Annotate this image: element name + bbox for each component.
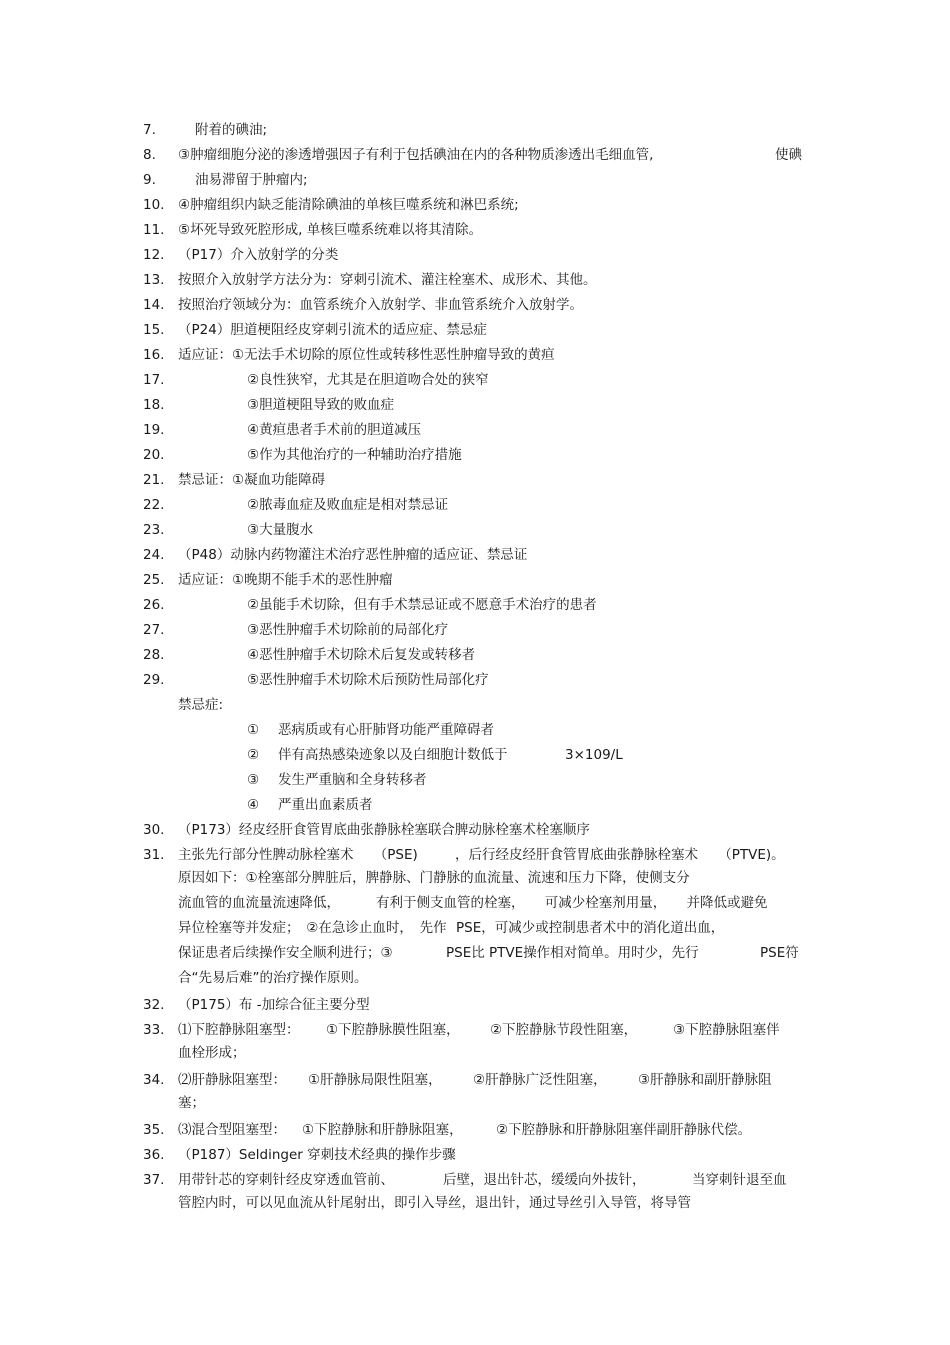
line-number: 24. — [143, 547, 165, 563]
line-number: 8. — [143, 147, 156, 163]
line-number: 17. — [143, 372, 165, 388]
circled-number: ④ — [247, 797, 260, 813]
circled-number: ② — [247, 747, 260, 763]
line-number: 15. — [143, 322, 165, 338]
line-text: ②肝静脉广泛性阻塞， — [473, 1072, 607, 1088]
item-text: 严重出血素质者 — [278, 797, 373, 813]
line-text: 附着的碘油; — [195, 122, 268, 138]
line-text: 油易滞留于肿瘤内; — [195, 172, 308, 188]
line-text: PSE比 PTVE操作相对简单。用时少，先行 — [446, 945, 699, 961]
line-text: ⑤坏死导致死腔形成, 单核巨噬系统难以将其清除。 — [178, 222, 483, 238]
line-number: 37. — [143, 1172, 165, 1188]
line-text: （P24）胆道梗阻经皮穿刺引流术的适应症、禁忌症 — [178, 322, 487, 338]
line-tail: 使碘 — [775, 147, 802, 163]
line-number: 23. — [143, 522, 165, 538]
line-text: PSE，可减少或控制患者术中的消化道出血， — [456, 920, 725, 936]
line-number: 20. — [143, 447, 165, 463]
line-number: 30. — [143, 822, 165, 838]
line-text: 按照介入放射学方法分为：穿刺引流术、灌注栓塞术、成形术、其他。 — [178, 272, 597, 288]
line-text: （P173）经皮经肝食管胃底曲张静脉栓塞联合脾动脉栓塞术栓塞顺序 — [178, 822, 590, 838]
line-text: ③下腔静脉阻塞伴 — [673, 1022, 780, 1038]
line-text: ②下腔静脉节段性阻塞， — [490, 1022, 638, 1038]
line-text: ⑶混合型阻塞型： — [178, 1122, 286, 1138]
line-text: 有利于侧支血管的栓塞， 可减少栓塞剂用量， 并降低或避免 — [376, 895, 768, 911]
line-text: 当穿刺针退至血 — [692, 1172, 787, 1188]
line-text: ②良性狭窄，尤其是在胆道吻合处的狭窄 — [247, 372, 489, 388]
line-number: 22. — [143, 497, 165, 513]
line-text: ②虽能手术切除，但有手术禁忌证或不愿意手术治疗的患者 — [247, 597, 597, 613]
line-text: 适应证：①无法手术切除的原位性或转移性恶性肿瘤导致的黄疸 — [178, 347, 555, 363]
line-text: ⑴下腔静脉阻塞型： — [178, 1022, 300, 1038]
line-text: 禁忌症: — [178, 697, 224, 713]
line-number: 18. — [143, 397, 165, 413]
line-text: 塞； — [178, 1095, 205, 1111]
line-number: 33. — [143, 1022, 165, 1038]
line-text: ②下腔静脉和肝静脉阻塞伴副肝静脉代偿。 — [496, 1122, 752, 1138]
line-number: 31. — [143, 847, 165, 863]
line-text: ④黄疸患者手术前的胆道减压 — [247, 422, 422, 438]
line-text: 合“先易后难”的治疗操作原则。 — [178, 970, 368, 986]
line-text: （P48）动脉内药物灌注术治疗恶性肿瘤的适应证、禁忌证 — [178, 547, 528, 563]
line-text: 主张先行部分性脾动脉栓塞术 （PSE) — [178, 847, 418, 863]
line-text: ，后行经皮经肝食管胃底曲张静脉栓塞术 （PTVE)。 — [455, 847, 785, 863]
line-text: ③大量腹水 — [247, 522, 314, 538]
circled-number: ③ — [247, 772, 260, 788]
line-text: 管腔内时，可以见血流从针尾射出，即引入导丝，退出针，通过导丝引入导管，将导管 — [178, 1195, 691, 1211]
line-text: ①肝静脉局限性阻塞， — [308, 1072, 442, 1088]
line-number: 14. — [143, 297, 165, 313]
line-text: PSE符 — [760, 945, 799, 961]
line-number: 25. — [143, 572, 165, 588]
line-number: 27. — [143, 622, 165, 638]
line-text: ③肝静脉和副肝静脉阻 — [638, 1072, 772, 1088]
line-number: 13. — [143, 272, 165, 288]
line-text: （P175）布 -加综合征主要分型 — [178, 997, 370, 1013]
line-number: 34. — [143, 1072, 165, 1088]
line-number: 12. — [143, 247, 165, 263]
line-number: 36. — [143, 1147, 165, 1163]
line-number: 35. — [143, 1122, 165, 1138]
line-text: ⑤恶性肿瘤手术切除术后预防性局部化疗 — [247, 672, 489, 688]
line-number: 19. — [143, 422, 165, 438]
line-number: 9. — [143, 172, 156, 188]
line-text: 原因如下：①栓塞部分脾脏后，脾静脉、门静脉的血流量、流速和压力下降，使侧支分 — [178, 870, 690, 886]
item-text: 发生严重脑和全身转移者 — [278, 772, 427, 788]
line-text: 后壁，退出针芯，缓缓向外拔针， — [443, 1172, 646, 1188]
line-text: 血栓形成； — [178, 1045, 246, 1061]
line-text: 用带针芯的穿刺针经皮穿透血管前、 — [178, 1172, 394, 1188]
line-text: ②脓毒血症及败血症是相对禁忌证 — [247, 497, 449, 513]
line-text: ③胆道梗阻导致的败血症 — [247, 397, 395, 413]
line-text: ③肿瘤细胞分泌的渗透增强因子有利于包括碘油在内的各种物质渗透出毛细血管, — [178, 147, 654, 163]
line-number: 10. — [143, 197, 165, 213]
line-text: ①下腔静脉膜性阻塞， — [326, 1022, 460, 1038]
line-number: 16. — [143, 347, 165, 363]
line-text: ③恶性肿瘤手术切除前的局部化疗 — [247, 622, 449, 638]
line-text: 保证患者后续操作安全顺利进行；③ — [178, 945, 393, 961]
line-text: ①下腔静脉和肝静脉阻塞， — [302, 1122, 463, 1138]
line-text: 适应证：①晚期不能手术的恶性肿瘤 — [178, 572, 393, 588]
line-number: 26. — [143, 597, 165, 613]
line-text: 按照治疗领域分为：血管系统介入放射学、非血管系统介入放射学。 — [178, 297, 583, 313]
item-text: 恶病质或有心肝肺肾功能严重障碍者 — [278, 722, 494, 738]
line-number: 28. — [143, 647, 165, 663]
line-text: （P17）介入放射学的分类 — [178, 247, 339, 263]
item-value: 3×109/L — [565, 747, 623, 763]
line-text: ⑤作为其他治疗的一种辅助治疗措施 — [247, 447, 462, 463]
line-text: 异位栓塞等并发症； ②在急诊止血时， 先作 — [178, 920, 447, 936]
line-text: 禁忌证：①凝血功能障碍 — [178, 472, 326, 488]
item-text: 伴有高热感染迹象以及白细胞计数低于 — [278, 747, 508, 763]
circled-number: ① — [247, 722, 260, 738]
line-number: 7. — [143, 122, 156, 138]
line-text: ④肿瘤组织内缺乏能清除碘油的单核巨噬系统和淋巴系统; — [178, 197, 519, 213]
line-number: 21. — [143, 472, 165, 488]
line-number: 29. — [143, 672, 165, 688]
line-number: 32. — [143, 997, 165, 1013]
line-text: ⑵肝静脉阻塞型： — [178, 1072, 286, 1088]
line-number: 11. — [143, 222, 165, 238]
line-text: 流血管的血流量流速降低， — [178, 895, 340, 911]
line-text: （P187）Seldinger 穿刺技术经典的操作步骤 — [178, 1147, 456, 1163]
line-text: ④恶性肿瘤手术切除术后复发或转移者 — [247, 647, 476, 663]
